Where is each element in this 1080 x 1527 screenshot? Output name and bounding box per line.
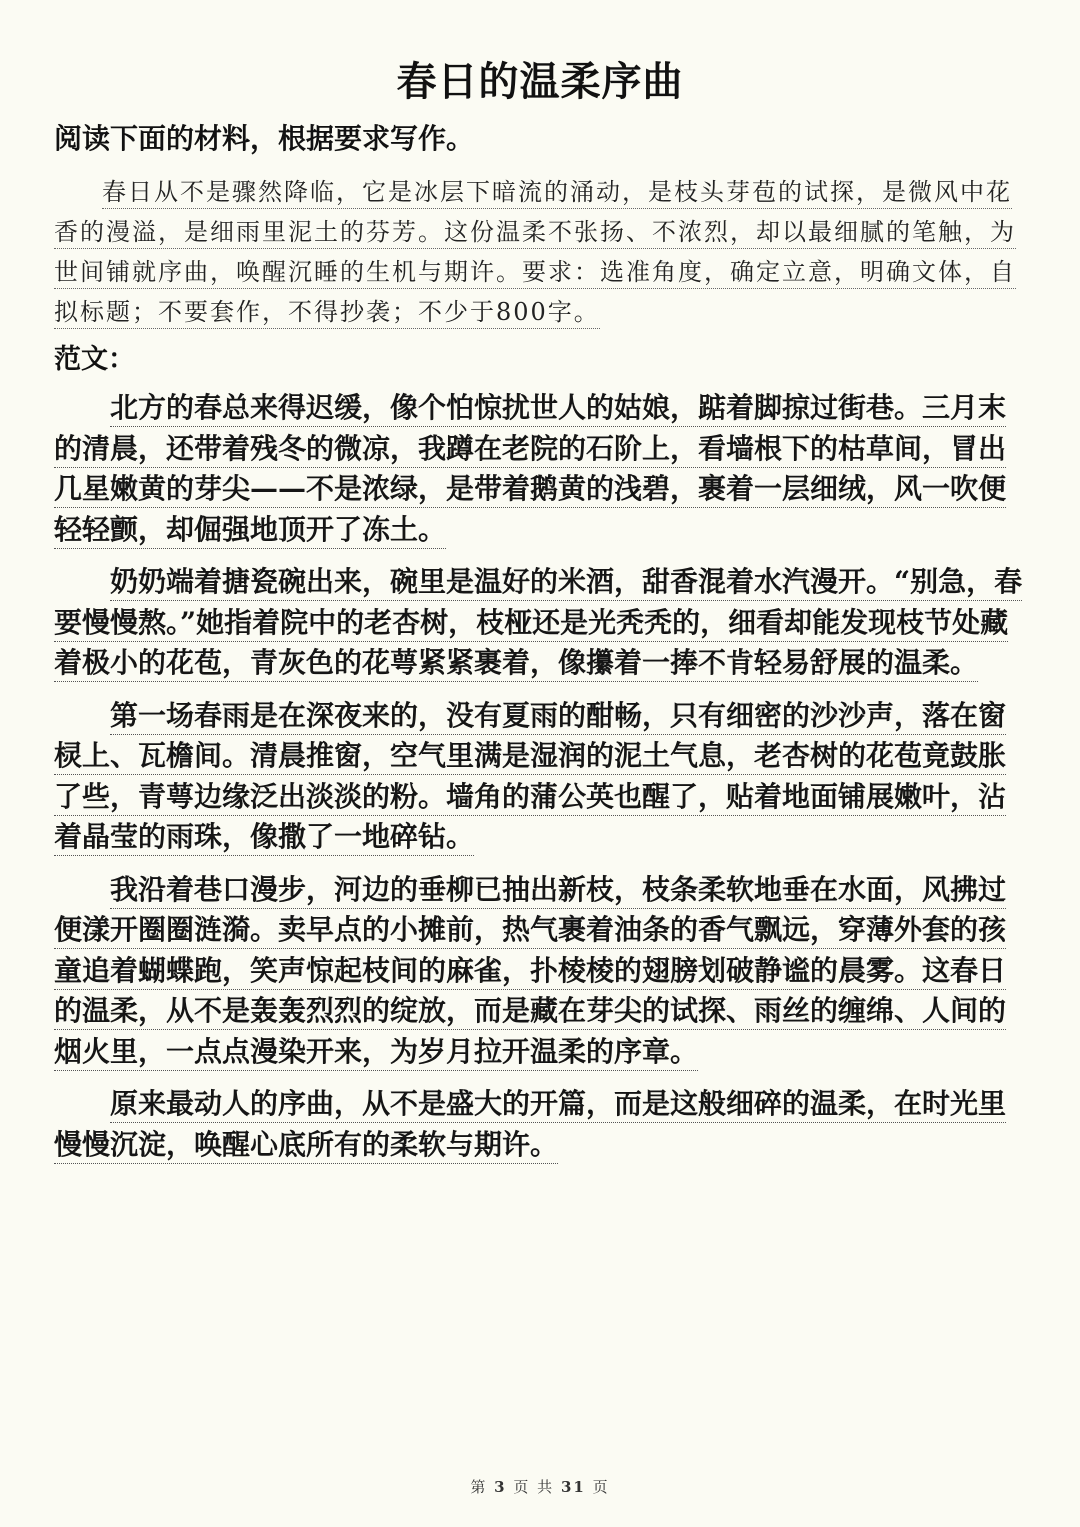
- prompt-text: 春日从不是骤然降临，它是冰层下暗流的涌动，是枝头芽苞的试探，是微风中花香的漫溢，是细雨里泥土的芬芳。这份温柔不张扬、不浓烈，却以最细腻的笔触，为世间铺就序曲，唤醒沉睡的生机与期许。要求：选准角度，确定立意，明确文体，自拟标题；不要套作，不得抄袭；不少于800字。: [54, 178, 1016, 329]
- essay-paragraph-2-text: 奶奶端着搪瓷碗出来，碗里是温好的米酒，甜香混着水汽漫开。“别急，春要慢慢熬。”她指着院中的老杏树，枝桠还是光秃秃的，细看却能发现枝节处藏着极小的花苞，青灰色的花萼紧紧裹着，像攥着一捧不肯轻易舒展的温柔。: [54, 565, 1022, 682]
- instruction-text: 阅读下面的材料，根据要求写作。: [54, 122, 475, 155]
- essay-paragraph-4-text: 我沿着巷口漫步，河边的垂柳已抽出新枝，枝条柔软地垂在水面，风拂过便漾开圈圈涟漪。卖早点的小摊前，热气裹着油条的香气飘远，穿薄外套的孩童追着蝴蝶跑，笑声惊起枝间的麻雀，扑棱棱的翅膀划破静谧的晨雾。这春日的温柔，从不是轰轰烈烈的绽放，而是藏在芽尖的试探、雨丝的缠绵、人间的烟火里，一点点漫染开来，为岁月拉开温柔的序章。: [54, 873, 1006, 1071]
- essay-paragraph-1-text: 北方的春总来得迟缓，像个怕惊扰世人的姑娘，踮着脚掠过街巷。三月末的清晨，还带着残冬的微凉，我蹲在老院的石阶上，看墙根下的枯草间，冒出几星嫩黄的芽尖——不是浓绿，是带着鹅黄的浅碧，裹着一层细绒，风一吹便轻轻颤，却倔强地顶开了冻土。: [54, 391, 1006, 549]
- essay-paragraph-2: [54, 562, 1030, 684]
- essay-paragraph-5-text: 原来最动人的序曲，从不是盛大的开篇，而是这般细碎的温柔，在时光里慢慢沉淀，唤醒心底所有的柔软与期许。: [54, 1087, 1006, 1164]
- essay-paragraph-3-text: 第一场春雨是在深夜来的，没有夏雨的酣畅，只有细密的沙沙声，落在窗棂上、瓦檐间。清晨推窗，空气里满是湿润的泥土气息，老杏树的花苞竟鼓胀了些，青萼边缘泛出淡淡的粉。墙角的蒲公英也醒了，贴着地面铺展嫩叶，沾着晶莹的雨珠，像撒了一地碎钻。: [54, 699, 1006, 857]
- sample-essay: [54, 388, 1030, 1177]
- page-footer: [0, 1476, 1080, 1497]
- footer-suffix: 页: [592, 1478, 610, 1496]
- essay-paragraph-4: [54, 870, 1030, 1073]
- essay-paragraph-3: [54, 696, 1030, 858]
- essay-paragraph-5: [54, 1084, 1030, 1165]
- page-title: 春日的温柔序曲: [396, 59, 684, 105]
- footer-middle: 页 共: [513, 1478, 555, 1496]
- footer-total-pages: 31: [560, 1478, 586, 1496]
- essay-paragraph-1: [54, 388, 1030, 550]
- sample-essay-label: 范文：: [54, 344, 135, 375]
- footer-prefix: 第: [470, 1478, 488, 1496]
- footer-page-number: 3: [494, 1478, 507, 1496]
- prompt-material: [54, 172, 1030, 332]
